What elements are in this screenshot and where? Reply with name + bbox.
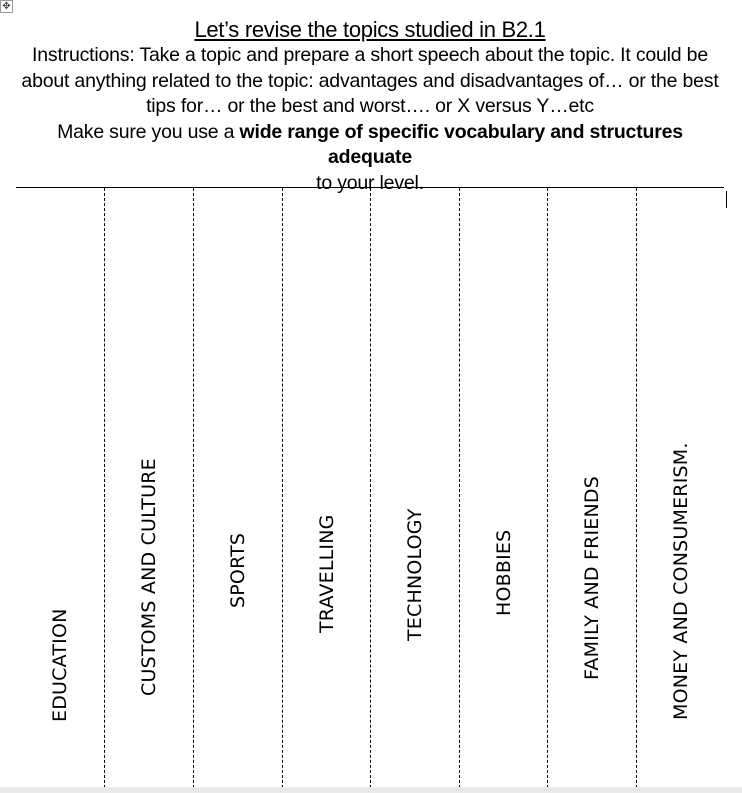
worksheet-title: Let’s revise the topics studied in B2.1 bbox=[194, 17, 546, 42]
table-move-handle-icon[interactable]: ✥ bbox=[0, 0, 13, 13]
vocabulary-requirement bbox=[14, 120, 726, 197]
topic-cell-hobbies[interactable] bbox=[460, 188, 548, 788]
instructions-paragraph bbox=[14, 43, 726, 120]
instructions-line-2: about anything related to the topic: advantages and disadvantages of… or the best bbox=[21, 69, 719, 92]
topic-label: TECHNOLOGY bbox=[404, 508, 426, 641]
topic-cell-sports[interactable] bbox=[194, 188, 283, 788]
worksheet-header bbox=[14, 16, 726, 196]
topic-label: MONEY AND CONSUMERISM. bbox=[669, 442, 692, 720]
topics-table bbox=[16, 187, 724, 788]
topic-label: EDUCATION bbox=[49, 608, 71, 722]
topic-cell-technology[interactable] bbox=[371, 188, 460, 788]
page-bottom-edge bbox=[0, 787, 742, 793]
topic-label: FAMILY AND FRIENDS bbox=[581, 475, 603, 680]
text-cursor bbox=[726, 191, 727, 208]
requirement-emphasis: wide range of specific vocabulary and structures adequate bbox=[239, 120, 683, 168]
topic-label: HOBBIES bbox=[492, 529, 515, 616]
topic-cell-customs-and-culture[interactable] bbox=[105, 188, 194, 788]
topic-label: TRAVELLING bbox=[315, 514, 338, 633]
requirement-suffix: to your level. bbox=[316, 171, 424, 194]
topic-cell-travelling[interactable] bbox=[283, 188, 371, 788]
topic-cell-family-and-friends[interactable] bbox=[548, 188, 637, 788]
requirement-prefix: Make sure you use a bbox=[57, 120, 240, 143]
topic-label: SPORTS bbox=[227, 532, 249, 608]
instructions-line-3: tips for… or the best and worst…. or X versus Y…etc bbox=[146, 95, 594, 117]
topic-label: CUSTOMS AND CULTURE bbox=[138, 458, 160, 696]
topic-cell-money-and-consumerism[interactable] bbox=[637, 188, 724, 788]
topic-cell-education[interactable] bbox=[16, 188, 105, 788]
instructions-line-1: Instructions: Take a topic and prepare a short speech about the topic. It could be bbox=[32, 44, 708, 66]
